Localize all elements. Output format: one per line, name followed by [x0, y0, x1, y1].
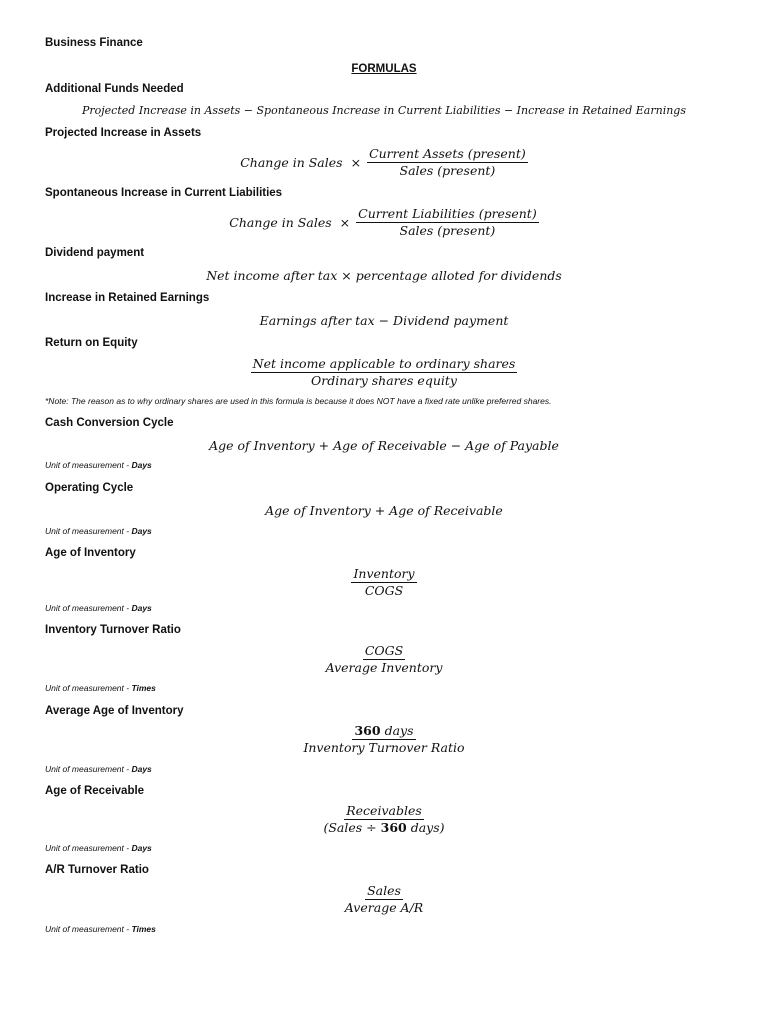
unit-prefix: Unit of measurement -	[45, 526, 132, 536]
aai-denominator: Inventory Turnover Ratio	[303, 740, 465, 755]
document-header: Business Finance	[45, 37, 143, 49]
times-symbol: ×	[339, 215, 351, 230]
pia-numerator: Current Assets (present)	[369, 146, 526, 161]
pia-denominator: Sales (present)	[399, 163, 496, 178]
ccc-formula: Age of Inventory + Age of Receivable − Age of Payable	[209, 438, 559, 453]
oc-label: Operating Cycle	[45, 482, 134, 494]
aai-numerator-number: 360	[354, 723, 381, 738]
artr-fraction	[343, 884, 425, 915]
pia-formula	[0, 147, 768, 178]
aoi-denominator: COGS	[364, 583, 404, 598]
pia-prefix: Change in Sales	[240, 155, 343, 170]
ire-label: Increase in Retained Earnings	[45, 292, 210, 304]
aor-denominator	[321, 820, 446, 835]
itr-numerator: COGS	[364, 643, 404, 658]
ccc-unit	[45, 460, 152, 470]
unit-value: Times	[131, 924, 156, 934]
times-symbol: ×	[350, 155, 362, 170]
aai-numerator-text: days	[384, 723, 414, 738]
aor-label: Age of Receivable	[45, 785, 145, 797]
itr-formula	[0, 644, 768, 675]
artr-formula	[0, 884, 768, 915]
afn-label: Additional Funds Needed	[45, 83, 184, 95]
aor-formula	[0, 804, 768, 835]
sicl-label: Spontaneous Increase in Current Liabilities	[45, 187, 283, 199]
roe-fraction	[251, 357, 518, 388]
unit-prefix: Unit of measurement -	[45, 924, 132, 934]
ire-formula: Earnings after tax − Dividend payment	[259, 313, 509, 328]
unit-prefix: Unit of measurement -	[45, 460, 132, 470]
aai-unit	[45, 764, 152, 774]
aor-denominator-number: 360	[380, 820, 407, 835]
oc-unit	[45, 526, 152, 536]
sicl-fraction	[356, 207, 539, 238]
aor-denominator-end: days)	[410, 820, 445, 835]
aoi-formula	[0, 567, 768, 598]
artr-numerator: Sales	[367, 883, 401, 898]
artr-label: A/R Turnover Ratio	[45, 864, 149, 876]
aoi-numerator: Inventory	[353, 566, 415, 581]
unit-prefix: Unit of measurement -	[45, 843, 132, 853]
artr-unit	[45, 924, 156, 934]
aor-denominator-start: (Sales ÷	[323, 820, 377, 835]
itr-unit	[45, 683, 156, 693]
aai-numerator	[352, 724, 415, 740]
unit-value: Days	[131, 843, 152, 853]
roe-denominator: Ordinary shares equity	[311, 373, 457, 388]
unit-prefix: Unit of measurement -	[45, 683, 132, 693]
pia-label: Projected Increase in Assets	[45, 127, 202, 139]
roe-label: Return on Equity	[45, 337, 138, 349]
aoi-label: Age of Inventory	[45, 547, 136, 559]
aor-unit	[45, 843, 152, 853]
unit-value: Days	[131, 460, 152, 470]
aai-label: Average Age of Inventory	[45, 705, 184, 717]
sicl-formula	[0, 207, 768, 238]
aai-fraction	[301, 724, 466, 755]
oc-formula: Age of Inventory + Age of Receivable	[265, 503, 503, 518]
aoi-unit	[45, 603, 152, 613]
page-title: FORMULAS	[351, 63, 417, 75]
aor-fraction	[321, 804, 446, 835]
unit-value: Days	[131, 764, 152, 774]
sicl-numerator: Current Liabilities (present)	[358, 206, 537, 221]
aoi-fraction	[351, 567, 416, 598]
roe-note: *Note: The reason as to why ordinary shares are used in this formula is because it does NOT have a fixed rate unlike preferred shares.	[45, 396, 552, 406]
unit-value: Days	[131, 603, 152, 613]
sicl-prefix: Change in Sales	[229, 215, 332, 230]
dividend-label: Dividend payment	[45, 247, 145, 259]
ccc-label: Cash Conversion Cycle	[45, 417, 174, 429]
artr-denominator: Average A/R	[344, 900, 424, 915]
afn-formula: Projected Increase in Assets − Spontaneous Increase in Current Liabilities − Increase in Retained Earnings	[81, 104, 686, 117]
aai-formula	[0, 724, 768, 755]
pia-fraction	[367, 147, 528, 178]
title-container	[0, 59, 768, 77]
itr-denominator: Average Inventory	[325, 660, 443, 675]
unit-value: Times	[131, 683, 156, 693]
aor-numerator: Receivables	[346, 803, 422, 818]
unit-value: Days	[131, 526, 152, 536]
roe-formula	[0, 357, 768, 388]
itr-label: Inventory Turnover Ratio	[45, 624, 181, 636]
sicl-denominator: Sales (present)	[399, 223, 496, 238]
roe-numerator: Net income applicable to ordinary shares	[252, 356, 516, 371]
unit-prefix: Unit of measurement -	[45, 764, 132, 774]
itr-fraction	[324, 644, 445, 675]
dividend-formula: Net income after tax × percentage alloted for dividends	[206, 268, 562, 283]
unit-prefix: Unit of measurement -	[45, 603, 132, 613]
